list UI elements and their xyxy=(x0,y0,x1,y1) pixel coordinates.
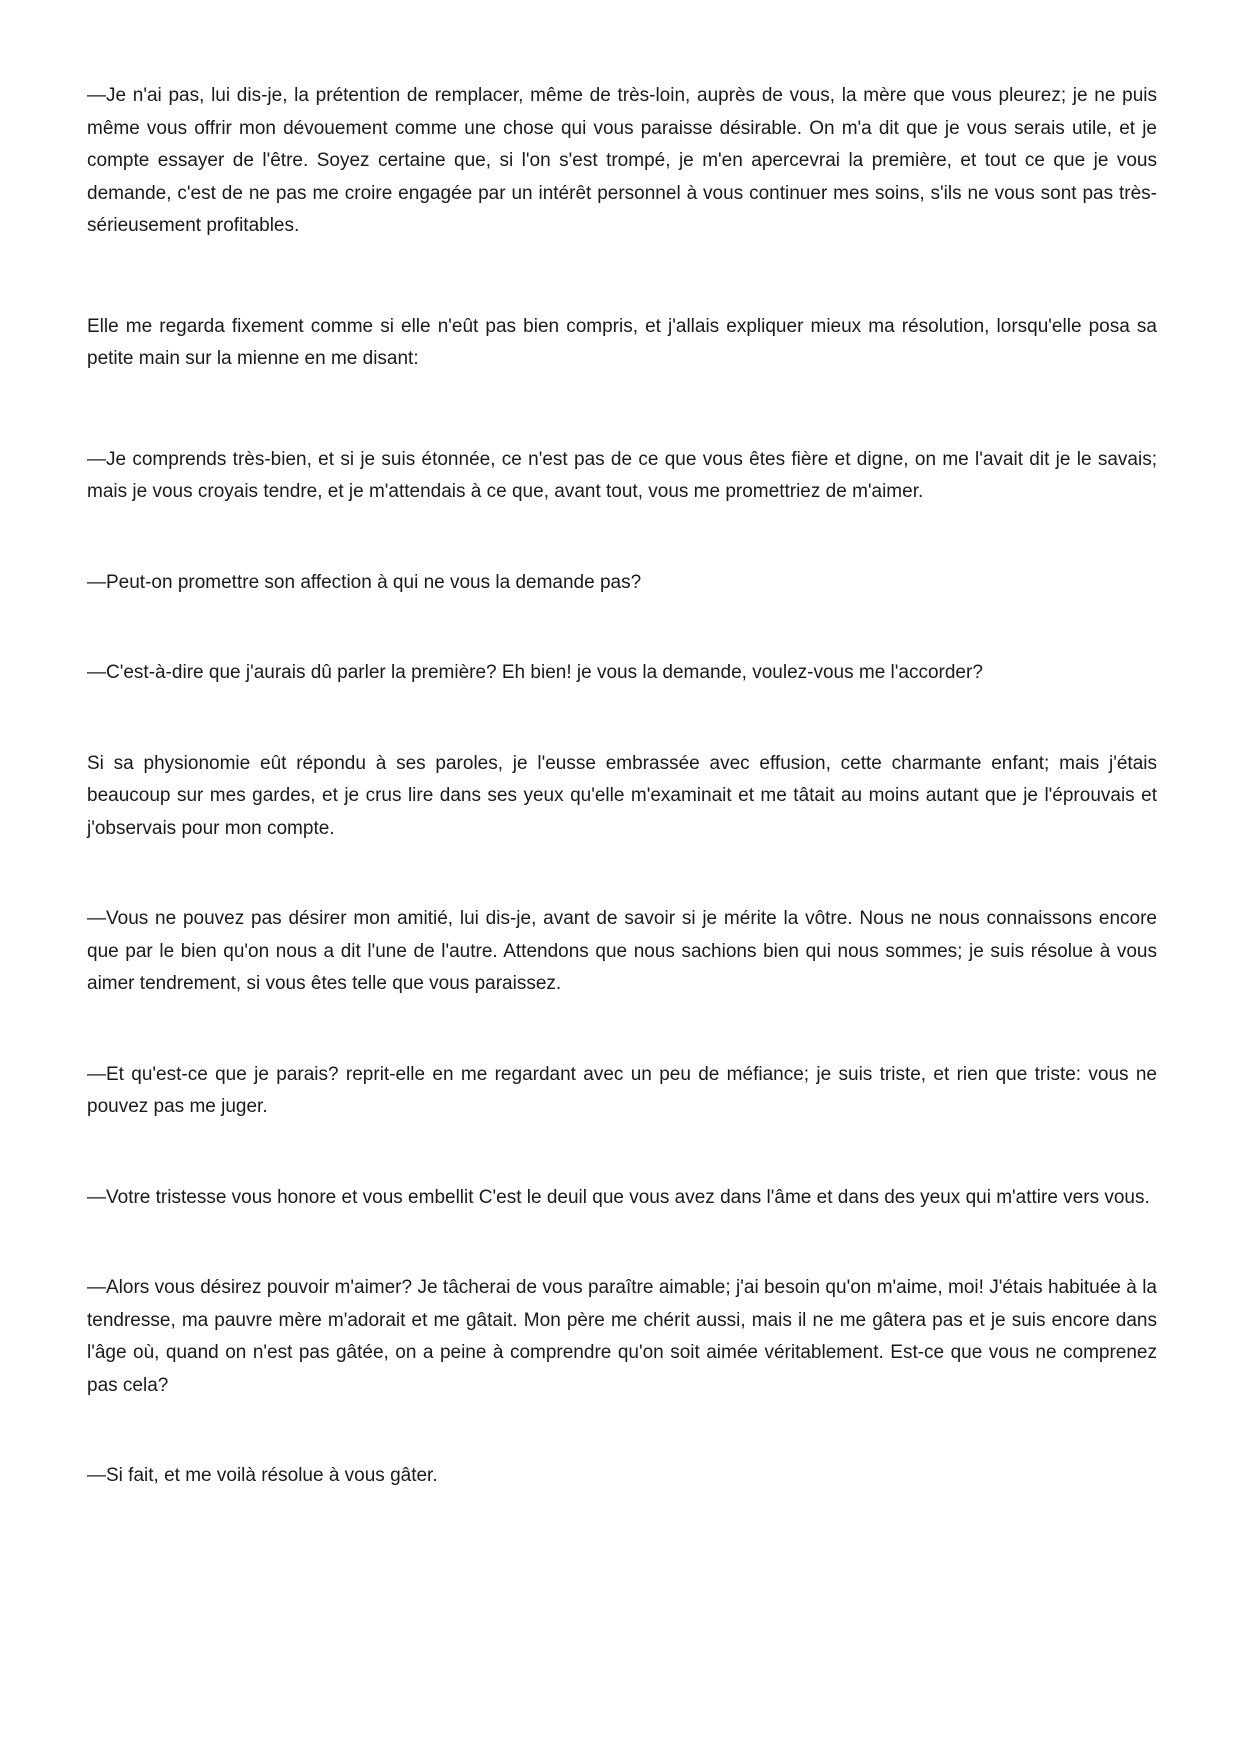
paragraph-9: —Votre tristesse vous honore et vous embellit C'est le deuil que vous avez dans l'âme et dans des yeux qui m'attire vers vous. xyxy=(87,1186,1150,1208)
paragraph-3: —Je comprends très-bien, et si je suis étonnée, ce n'est pas de ce que vous êtes fière et digne, on me l'avait dit je le savais; mais je vous croyais tendre, et je m'attendais à ce que, avant tout, vous me promettriez de m'aimer. xyxy=(87,448,1157,502)
paragraph-5: —C'est-à-dire que j'aurais dû parler la première? Eh bien! je vous la demande, voulez-vous me l'accorder? xyxy=(87,662,983,683)
paragraph-2: Elle me regarda fixement comme si elle n'eût pas bien compris, et j'allais expliquer mieux ma résolution, lorsqu'elle posa sa petite main sur la mienne en me disant: xyxy=(87,315,1157,369)
document-page xyxy=(87,80,1157,1493)
paragraph-6: Si sa physionomie eût répondu à ses paroles, je l'eusse embrassée avec effusion, cette charmante enfant; mais j'étais beaucoup sur mes gardes, et je crus lire dans ses yeux qu'elle m'examinait et me tâtait au moins autant que je l'éprouvais et j'observais pour mon compte. xyxy=(87,752,1157,839)
paragraph-4: —Peut-on promettre son affection à qui ne vous la demande pas? xyxy=(87,571,642,593)
paragraph-8: —Et qu'est-ce que je parais? reprit-elle en me regardant avec un peu de méfiance; je suis triste, et rien que triste: vous ne pouvez pas me juger. xyxy=(87,1063,1157,1117)
paragraph-11: —Si fait, et me voilà résolue à vous gâter. xyxy=(87,1465,438,1486)
paragraph-7: —Vous ne pouvez pas désirer mon amitié, lui dis-je, avant de savoir si je mérite la vôtre. Nous ne nous connaissons encore que par le bien qu'on nous a dit l'une de l'autre. Attendons que nous sachions bien qui nous sommes; je suis résolue à vous aimer tendrement, si vous êtes telle que vous paraissez. xyxy=(87,908,1157,994)
paragraph-10: —Alors vous désirez pouvoir m'aimer? Je tâcherai de vous paraître aimable; j'ai besoin qu'on m'aime, moi! J'étais habituée à la tendresse, ma pauvre mère m'adorait et me gâtait. Mon père me chérit aussi, mais il ne me gâtera pas et je suis encore dans l'âge où, quand on n'est pas gâtée, on a peine à comprendre qu'on soit aimée véritablement. Est-ce que vous ne comprenez pas cela? xyxy=(87,1277,1157,1396)
paragraph-1: —Je n'ai pas, lui dis-je, la prétention de remplacer, même de très-loin, auprès de vous, la mère que vous pleurez; je ne puis même vous offrir mon dévouement comme une chose qui vous paraisse désirable. On m'a dit que je vous serais utile, et je compte essayer de l'être. Soyez certaine que, si l'on s'est trompé, je m'en apercevrai la première, et tout ce que je vous demande, c'est de ne pas me croire engagée par un intérêt personnel à vous continuer mes soins, s'ils ne vous sont pas très-sérieusement profitables. xyxy=(87,85,1157,236)
